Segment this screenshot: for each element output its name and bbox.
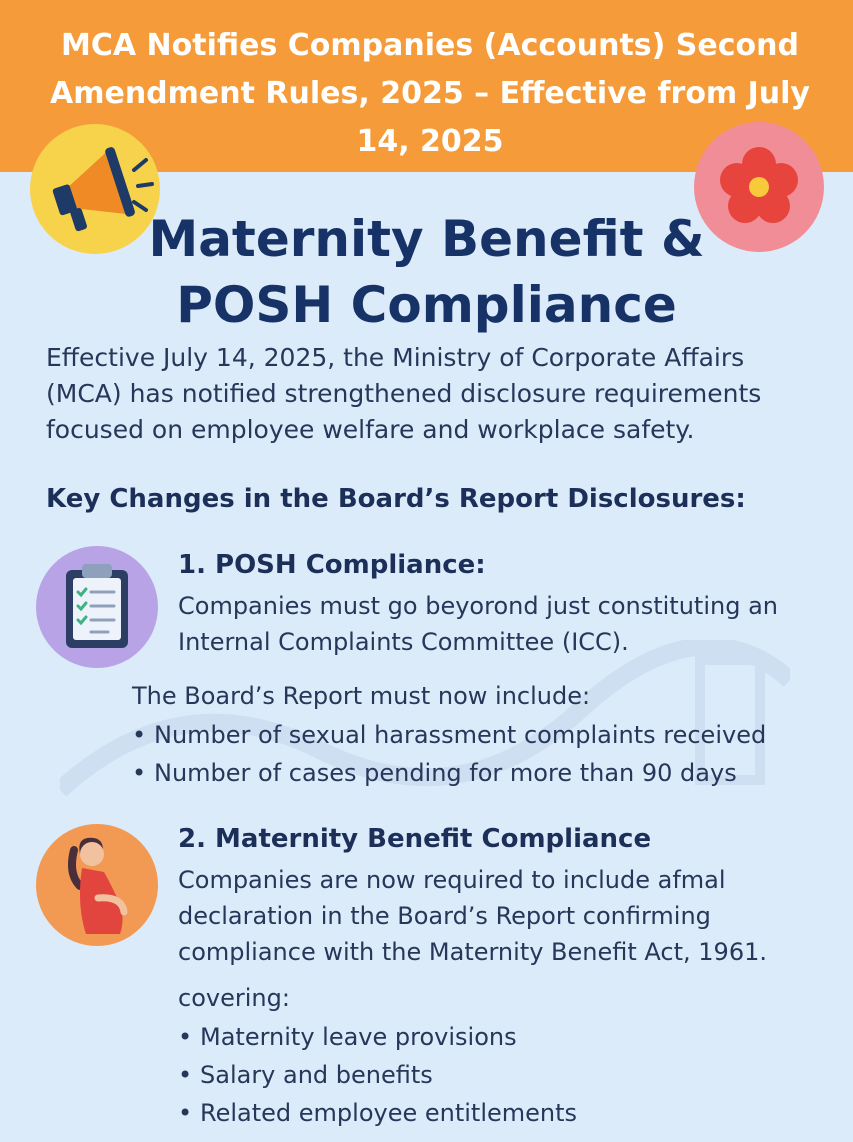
maternity-body: Companies are now required to include afmal declaration in the Board’s Report confirming compliance with the Maternity Benefit Act, 1961.: [178, 866, 767, 966]
section-heading: Key Changes in the Board’s Report Disclosures:: [46, 484, 746, 514]
intro-paragraph: Effective July 14, 2025, the Ministry of Corporate Affairs (MCA) has notified strengthened disclosure requirements focused on employee welfare and workplace safety.: [46, 343, 762, 444]
clipboard-checklist-icon: [36, 546, 158, 668]
list-item: • Number of sexual harassment complaints received: [132, 716, 766, 754]
page-title: Maternity Benefit & POSH Compliance: [148, 210, 705, 334]
posh-sub-intro: The Board’s Report must now include:: [132, 682, 591, 710]
posh-body: Companies must go beyorond just constituting an Internal Complaints Committee (ICC).: [178, 592, 778, 656]
list-item: • Maternity leave provisions: [178, 1018, 577, 1056]
posh-title: 1. POSH Compliance:: [178, 550, 486, 580]
maternity-title: 2. Maternity Benefit Compliance: [178, 824, 652, 854]
banner-title: MCA Notifies Companies (Accounts) Second Amendment Rules, 2025 – Effective from July 14, 2025: [50, 28, 810, 159]
list-item: • Number of cases pending for more than 90 days: [132, 754, 766, 792]
list-item: • Salary and benefits: [178, 1056, 577, 1094]
maternity-sub-intro: covering:: [178, 984, 290, 1012]
maternity-bullet-list: [178, 1018, 577, 1132]
posh-bullet-list: [132, 716, 766, 792]
list-item: • Related employee entitlements: [178, 1094, 577, 1132]
pregnant-woman-icon: [36, 824, 158, 946]
